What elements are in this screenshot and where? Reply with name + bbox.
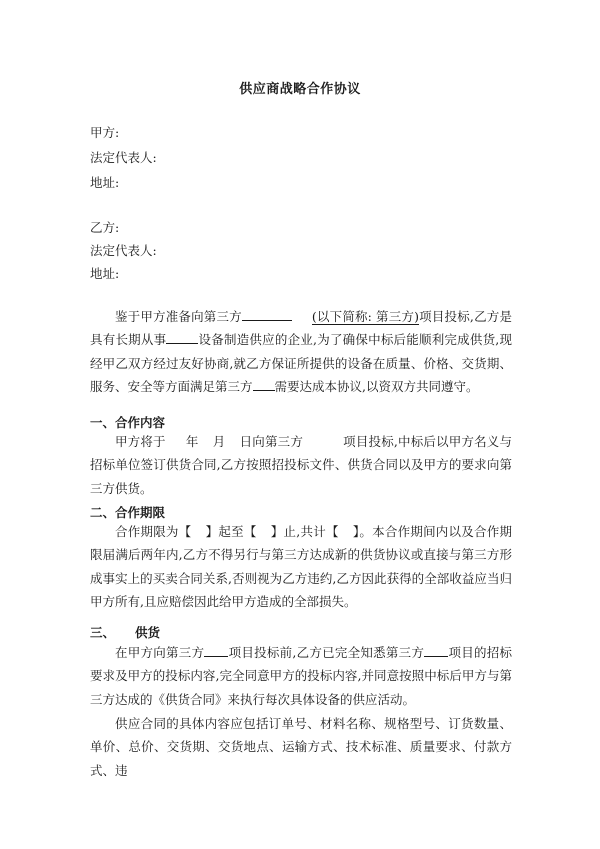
document-title: 供应商战略合作协议	[239, 82, 361, 97]
section-3-paragraph-1	[90, 641, 512, 711]
section-3-text-2: 项目投标前,乙方已完全知悉第三方	[228, 645, 425, 660]
party-a-name-label: 甲方:	[90, 125, 120, 140]
third-party-blank	[242, 306, 292, 321]
section-3-text-1: 在甲方向第三方	[115, 645, 205, 660]
section-2-text-4: 】。本合作期间内以及合作期限届满后两年内,乙方不得另行与第三方达成新的供货协议或直接与第三方形成事实上的买卖合同关系,否则视为乙方违约,乙方因此获得的全部收益应当归甲方所有,且应赔偿因此给甲方造成的全部损失。	[90, 524, 512, 610]
section-3-heading-text: 供货	[135, 625, 161, 640]
section-2-heading: 二、合作期限	[90, 505, 166, 520]
section-1-text-3: 月	[212, 434, 226, 449]
section-3-heading	[90, 623, 160, 641]
section-1-text-2: 年	[185, 434, 199, 449]
party-a-rep-label: 法定代表人:	[90, 150, 157, 165]
project-blank-1	[204, 642, 228, 657]
party-b-rep-label: 法定代表人:	[90, 243, 157, 258]
section-3-text-3: 项目的招标要求及甲方的投标内容,完全同意甲方的投标内容,并同意按照中标后甲方与第三方达成的《供货合同》来执行每次具体设备的供应活动。	[90, 645, 512, 707]
section-2-paragraph	[90, 520, 512, 614]
preamble-text-1: 鉴于甲方准备向第三方	[115, 309, 242, 324]
equipment-type-blank	[166, 329, 198, 344]
section-1-paragraph	[90, 430, 512, 500]
section-3-paragraph-2: 供应合同的具体内容应包括订单号、材料名称、规格型号、订货数量、单价、总价、交货期、交货地点、运输方式、技术标准、质量要求、付款方式、违	[90, 716, 512, 778]
section-2-text-3: 】止,共计【	[270, 524, 339, 539]
section-2-text-2: 】起至【	[205, 524, 257, 539]
third-party-blank-2	[253, 376, 275, 391]
section-3-heading-number: 三、	[90, 625, 116, 640]
party-a-address-label: 地址:	[90, 175, 120, 190]
preamble-paragraph	[90, 305, 512, 399]
section-1-text-1: 甲方将于	[115, 434, 166, 449]
preamble-text-5: 需要达成本协议,以资双方共同遵守。	[274, 379, 479, 395]
section-1-text-5: 项目投标,中标后以甲方名义与招标单位签订供货合同,乙方按照招投标文件、供货合同以及甲方的要求向第三方供货。	[90, 434, 512, 496]
preamble-text-2: (以下简称: 第三方)	[311, 309, 419, 324]
project-blank-2	[424, 642, 448, 657]
party-b-address-label: 地址:	[90, 266, 120, 281]
section-1-text-4: 日向第三方	[239, 434, 303, 449]
preamble-text-3: 项目投标,乙方是具有长期从事	[90, 309, 512, 348]
section-1-heading: 一、合作内容	[90, 415, 166, 430]
party-b-name-label: 乙方:	[90, 220, 120, 235]
preamble-text-4: 设备制造供应的企业,为了确保中标后能顺利完成供货,现经甲乙双方经过友好协商,就乙方保证所提供的设备在质量、价格、交货期、服务、安全等方面满足第三方	[90, 332, 512, 395]
section-2-text-1: 合作期限为【	[115, 524, 192, 539]
